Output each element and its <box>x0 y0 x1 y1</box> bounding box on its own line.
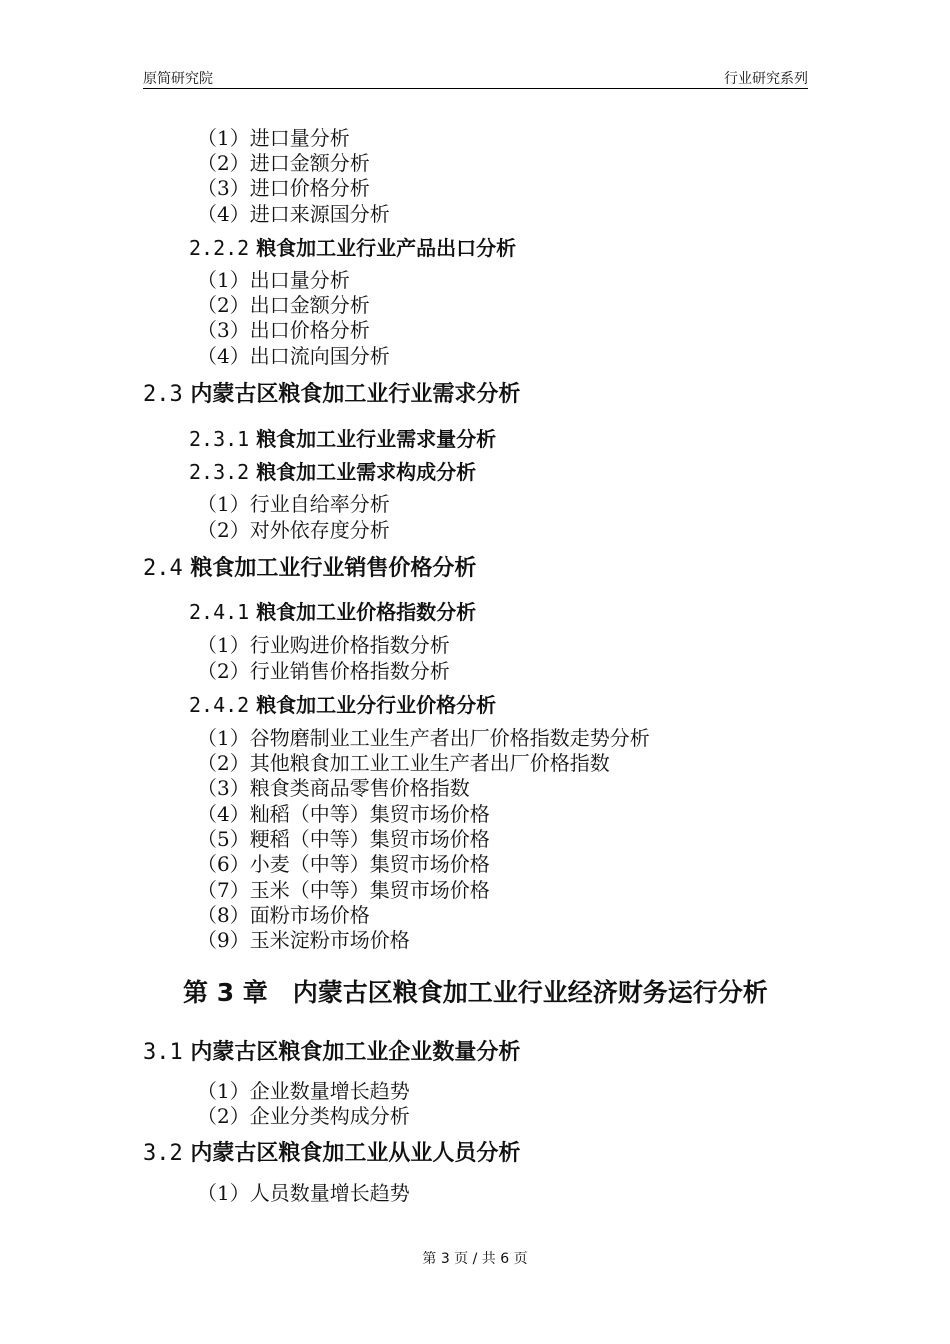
chapter-title: 第 3 章 内蒙古区粮食加工业行业经济财务运行分析 <box>183 978 768 1007</box>
header-org-name: 原简研究院 <box>143 71 213 87</box>
list-item: （1）进口量分析 <box>197 126 350 150</box>
section-title: 粮食加工业行业需求量分析 <box>256 427 497 451</box>
list-item: （5）粳稻（中等）集贸市场价格 <box>197 827 490 851</box>
section-heading-2-4-2 <box>189 695 496 715</box>
page-footer <box>0 1248 950 1268</box>
section-number: 3.1 <box>143 1040 183 1065</box>
list-item: （4）籼稻（中等）集贸市场价格 <box>197 802 490 826</box>
list-item: （2）行业销售价格指数分析 <box>197 659 450 683</box>
section-heading-2-4-1 <box>189 602 476 622</box>
section-number: 2.4.1 <box>189 600 250 624</box>
section-heading-2-3-2 <box>189 462 476 482</box>
section-number: 3.2 <box>143 1141 183 1166</box>
list-item: （3）粮食类商品零售价格指数 <box>197 776 470 800</box>
section-title: 内蒙古区粮食加工业企业数量分析 <box>190 1040 521 1065</box>
list-item: （3）进口价格分析 <box>197 176 370 200</box>
list-item: （1）行业自给率分析 <box>197 492 390 516</box>
header-series-name: 行业研究系列 <box>724 71 808 87</box>
section-number: 2.3.2 <box>189 460 250 484</box>
section-number: 2.4.2 <box>189 693 250 717</box>
list-item: （2）对外依存度分析 <box>197 518 390 542</box>
section-title: 内蒙古区粮食加工业行业需求分析 <box>190 382 521 407</box>
list-item: （7）玉米（中等）集贸市场价格 <box>197 878 490 902</box>
list-item: （4）进口来源国分析 <box>197 202 390 226</box>
list-item: （2）出口金额分析 <box>197 293 370 317</box>
list-item: （4）出口流向国分析 <box>197 344 390 368</box>
section-heading-2-2-2 <box>189 238 516 258</box>
section-heading-2-4 <box>143 558 476 580</box>
list-item: （6）小麦（中等）集贸市场价格 <box>197 852 490 876</box>
list-item: （9）玉米淀粉市场价格 <box>197 928 410 952</box>
section-heading-2-3-1 <box>189 429 496 449</box>
page-number: 第 3 页 / 共 6 页 <box>422 1251 528 1267</box>
section-title: 粮食加工业分行业价格分析 <box>256 693 497 717</box>
page-header <box>143 66 808 89</box>
list-item: （8）面粉市场价格 <box>197 903 370 927</box>
section-title: 粮食加工业需求构成分析 <box>256 460 477 484</box>
list-item: （2）进口金额分析 <box>197 151 370 175</box>
list-item: （1）人员数量增长趋势 <box>197 1181 410 1205</box>
list-item: （2）企业分类构成分析 <box>197 1104 410 1128</box>
section-title: 粮食加工业行业产品出口分析 <box>256 236 517 260</box>
section-title: 粮食加工业价格指数分析 <box>256 600 477 624</box>
section-heading-3-1 <box>143 1042 520 1064</box>
list-item: （1）谷物磨制业工业生产者出厂价格指数走势分析 <box>197 726 650 750</box>
section-number: 2.4 <box>143 556 183 581</box>
section-title: 粮食加工业行业销售价格分析 <box>190 556 477 581</box>
list-item: （3）出口价格分析 <box>197 318 370 342</box>
section-title: 内蒙古区粮食加工业从业人员分析 <box>190 1141 521 1166</box>
section-heading-2-3 <box>143 384 520 406</box>
list-item: （1）企业数量增长趋势 <box>197 1079 410 1103</box>
section-heading-3-2 <box>143 1143 520 1165</box>
section-number: 2.2.2 <box>189 236 250 260</box>
list-item: （2）其他粮食加工业工业生产者出厂价格指数 <box>197 751 610 775</box>
list-item: （1）行业购进价格指数分析 <box>197 633 450 657</box>
section-number: 2.3.1 <box>189 427 250 451</box>
section-number: 2.3 <box>143 382 183 407</box>
list-item: （1）出口量分析 <box>197 268 350 292</box>
